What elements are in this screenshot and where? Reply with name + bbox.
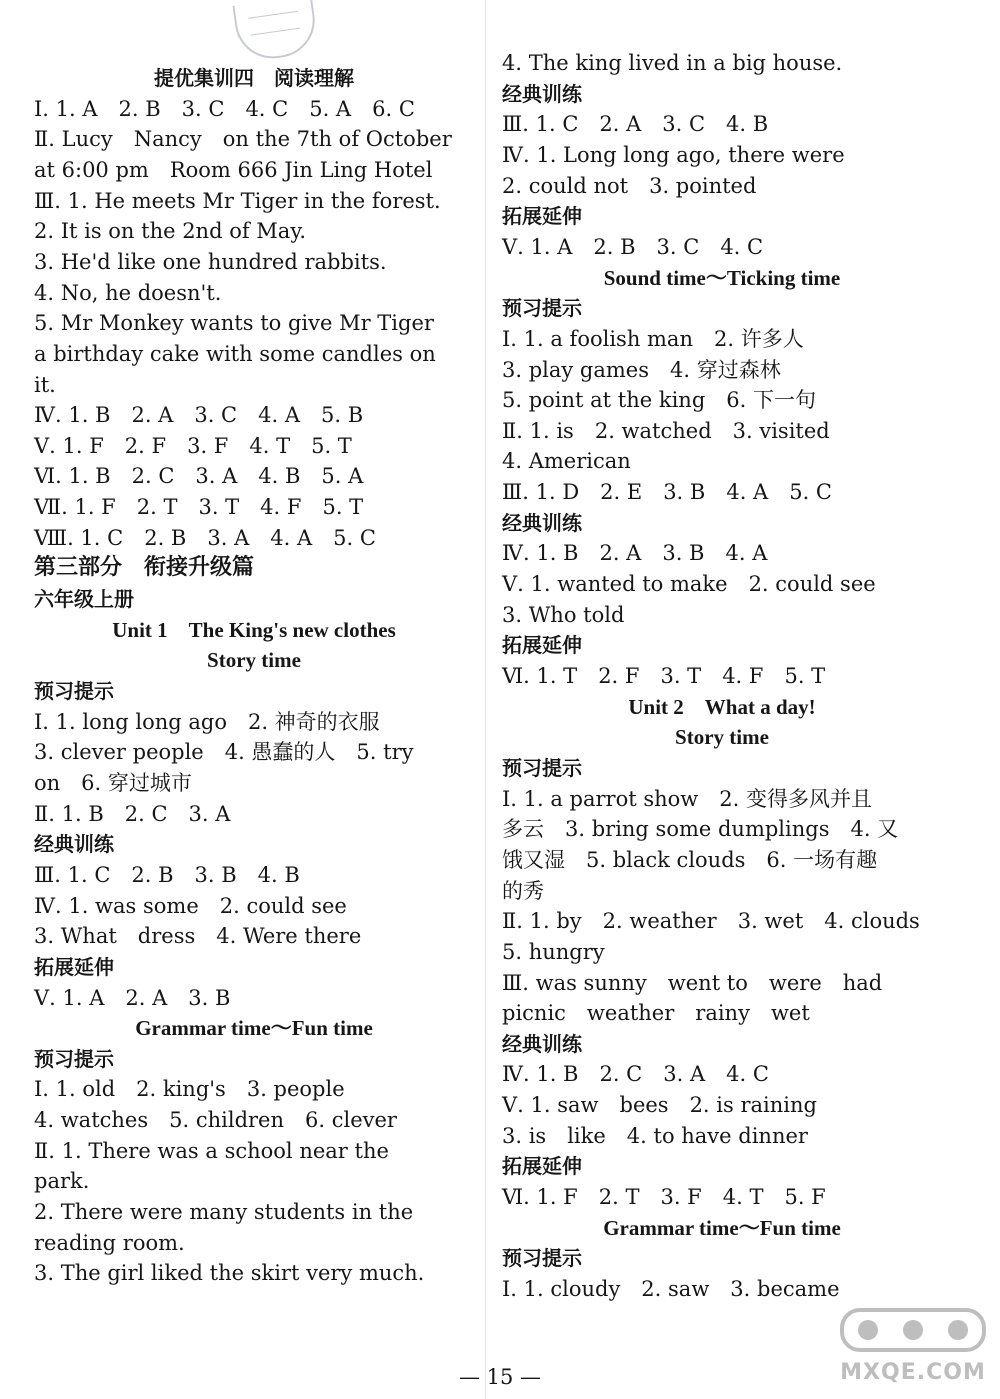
section-heading: Story time [207,648,301,673]
answer-line: park. [34,1169,90,1194]
section-heading: 预习提示 [502,296,582,321]
answer-line: Ⅱ. 1. is 2. watched 3. visited [502,418,830,443]
answer-line: Ⅲ. 1. He meets Mr Tiger in the forest. [34,188,441,213]
answer-line: 3. The girl liked the skirt very much. [34,1261,425,1286]
answer-line: 3. clever people 4. 愚蠢的人 5. try [34,740,414,765]
answer-line: Ⅲ. 1. C 2. B 3. B 4. B [34,862,300,887]
watermark [838,1300,988,1392]
section-heading: 经典训练 [502,81,582,106]
stamp-inner-band [248,11,300,36]
answer-line: Ⅵ. 1. T 2. F 3. T 4. F 5. T [502,664,826,688]
answer-line: Ⅴ. 1. F 2. F 3. F 4. T 5. T [34,433,352,458]
answer-line: Ⅳ. 1. B 2. C 3. A 4. C [502,1062,769,1087]
answer-line: at 6:00 pm Room 666 Jin Ling Hotel [34,157,433,182]
answer-line: on 6. 穿过城市 [34,770,192,795]
section-heading: 第三部分 衔接升级篇 [34,555,255,581]
answer-line: it. [34,372,56,397]
watermark-text: MXQE.COM [840,1360,986,1385]
answer-line: Ⅳ. 1. B 2. A 3. C 4. A 5. B [34,403,364,428]
answer-line: Ⅳ. 1. was some 2. could see [34,893,347,918]
answer-line: reading room. [34,1230,185,1255]
answer-line: Ⅲ. 1. C 2. A 3. C 4. B [502,112,769,137]
section-heading: Grammar time～Fun time [135,1016,373,1041]
answer-line: a birthday cake with some candles on [34,341,436,366]
section-heading: 预习提示 [34,1046,114,1071]
answer-line: Ⅵ. 1. B 2. C 3. A 4. B 5. A [34,464,364,489]
section-heading: 六年级上册 [34,587,134,612]
answer-line: 5. point at the king 6. 下一句 [502,388,816,413]
section-heading: Story time [675,725,769,750]
answer-line: 5. hungry [502,939,605,964]
answer-line: 的秀 [502,878,544,903]
section-heading: Unit 1 The King's new clothes [112,617,396,642]
section-heading: 预习提示 [502,755,582,780]
section-heading: 经典训练 [34,832,114,857]
section-heading: 经典训练 [502,1031,582,1056]
answer-line: 3. He'd like one hundred rabbits. [34,249,387,274]
answer-line: Ⅰ. 1. old 2. king's 3. people [34,1077,345,1102]
answer-line: 饿又湿 5. black clouds 6. 一场有趣 [502,847,878,872]
answer-line: 3. What dress 4. Were there [34,924,362,949]
answer-line: Ⅴ. 1. A 2. A 3. B [34,985,231,1010]
answer-line: Ⅵ. 1. F 2. T 3. F 4. T 5. F [502,1185,826,1210]
answer-line: 5. Mr Monkey wants to give Mr Tiger [34,311,434,336]
answer-line: 2. There were many students in the [34,1200,414,1225]
page-number: — 15 — [458,1365,542,1389]
section-heading: Sound time～Ticking time [603,265,841,290]
answer-line: 4. watches 5. children 6. clever [34,1108,397,1133]
section-heading: 拓展延伸 [502,204,582,229]
section-heading: 经典训练 [502,510,582,535]
answer-line: 4. The king lived in a big house. [502,51,843,75]
answer-line: Ⅰ. 1. a foolish man 2. 许多人 [502,326,804,351]
answer-line: Ⅱ. 1. by 2. weather 3. wet 4. clouds [502,909,920,934]
stamp-seal [232,0,319,63]
answer-line: Ⅰ. 1. a parrot show 2. 变得多风并且 [502,786,872,811]
answer-line: Ⅱ. 1. There was a school near the [34,1138,389,1163]
section-heading: 拓展延伸 [502,633,582,658]
section-heading: 拓展延伸 [502,1154,582,1179]
answer-line: Ⅶ. 1. F 2. T 3. T 4. F 5. T [34,495,364,520]
section-heading: 预习提示 [34,679,114,703]
answer-line: Ⅴ. 1. wanted to make 2. could see [502,572,876,597]
section-heading: Unit 2 What a day! [628,694,816,719]
answer-line: 4. American [502,449,631,474]
answer-line: Ⅴ. 1. saw bees 2. is raining [502,1093,817,1118]
section-heading: 拓展延伸 [34,954,114,979]
answer-line: Ⅰ. 1. cloudy 2. saw 3. became [502,1277,840,1301]
answer-line: picnic weather rainy wet [502,1001,810,1026]
column-divider [485,0,486,1399]
answer-line: Ⅱ. 1. B 2. C 3. A [34,801,231,826]
answer-line: Ⅷ. 1. C 2. B 3. A 4. A 5. C [34,525,376,550]
section-heading: 提优集训四 阅读理解 [154,66,354,90]
answer-line: 3. play games 4. 穿过森林 [502,357,781,382]
answer-line: Ⅳ. 1. Long long ago, there were [502,142,845,167]
section-heading: 预习提示 [502,1246,582,1271]
answer-line: Ⅱ. Lucy Nancy on the 7th of October [34,127,452,152]
answer-line: Ⅴ. 1. A 2. B 3. C 4. C [502,234,764,259]
answer-line: 2. It is on the 2nd of May. [34,219,307,244]
answer-line: Ⅰ. 1. long long ago 2. 神奇的衣服 [34,709,380,734]
answer-line: 2. could not 3. pointed [502,173,757,198]
answer-line: 多云 3. bring some dumplings 4. 又 [502,817,899,842]
answer-line: 3. Who told [502,602,625,627]
answer-line: 4. No, he doesn't. [34,280,222,305]
answer-line: Ⅲ. was sunny went to were had [502,970,883,995]
answer-line: Ⅲ. 1. D 2. E 3. B 4. A 5. C [502,480,832,505]
watermark-logo-icon [838,1300,988,1358]
section-heading: Grammar time～Fun time [603,1215,841,1240]
answer-line: Ⅳ. 1. B 2. A 3. B 4. A [502,541,768,566]
answer-line: Ⅰ. 1. A 2. B 3. C 4. C 5. A 6. C [34,96,415,121]
answer-line: 3. is like 4. to have dinner [502,1123,808,1148]
